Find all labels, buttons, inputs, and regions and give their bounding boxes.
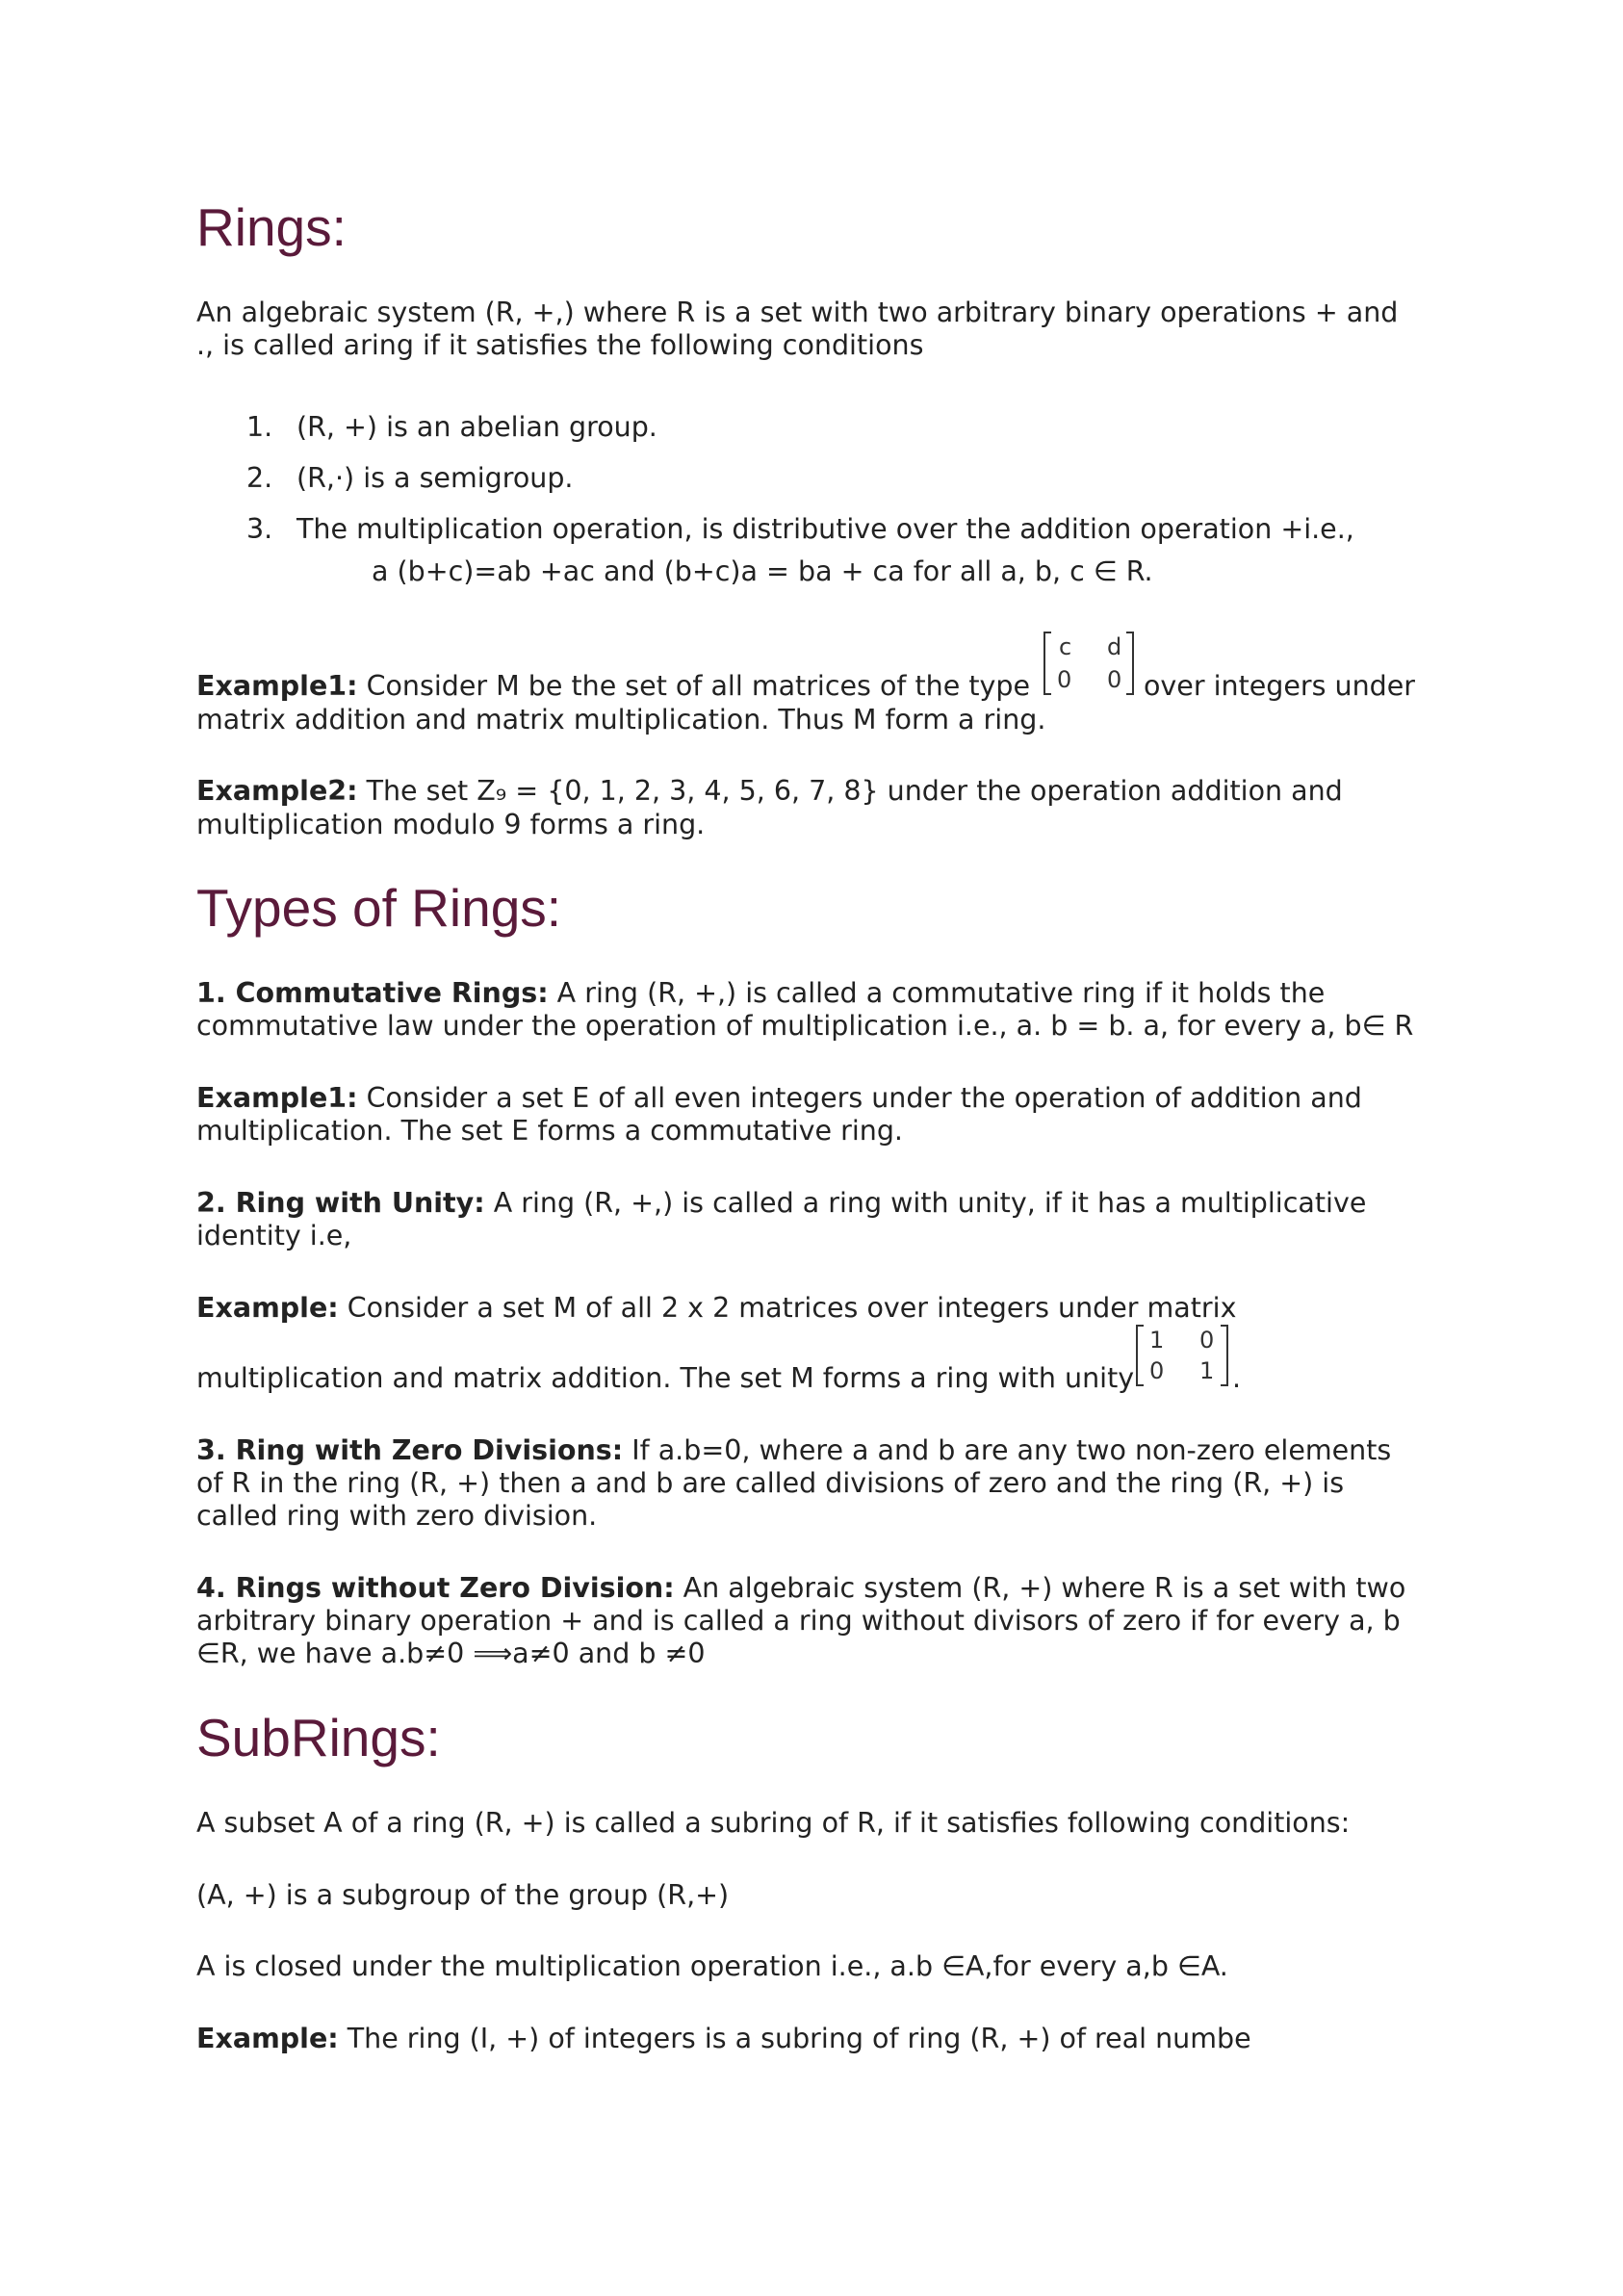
zero-div-line3: called ring with zero division. [196, 1500, 598, 1532]
example-text: Consider a set M of all 2 x 2 matrices over integers under matrix [338, 1292, 1237, 1324]
commutative-line1 [196, 977, 1325, 1010]
distributive-formula: a (b+c)=ab +ac and (b+c)a = ba + ca for all a, b, c ∈ R. [372, 555, 1153, 587]
example-label: Example1: [196, 1082, 358, 1114]
term-text: An algebraic system (R, +) where R is a set with two [674, 1572, 1406, 1604]
no-zero-div-line1 [196, 1572, 1405, 1605]
list-text: (R,·) is a semigroup. [296, 462, 574, 494]
list-text: (R, +) is an abelian group. [296, 411, 657, 443]
matrix-cell: 1 [1149, 1327, 1165, 1354]
matrix-cell: c [1059, 633, 1072, 660]
no-zero-div-line2: arbitrary binary operation + and is called a ring without divisors of zero if for every a, b [196, 1605, 1401, 1637]
rings-example2-line1 [196, 775, 1343, 808]
types-example-line2: multiplication and matrix addition. The set M forms a ring with unity [196, 1362, 1135, 1394]
term-label: 1. Commutative Rings: [196, 977, 549, 1009]
list-text: The multiplication operation, is distributive over the addition operation +i.e., [296, 513, 1354, 545]
rings-example1-tail: over integers under [1144, 670, 1416, 702]
rings-intro-line1: An algebraic system (R, +,) where R is a set with two arbitrary binary operations + and [196, 297, 1399, 328]
term-label: 4. Rings without Zero Division: [196, 1572, 675, 1604]
term-label: 3. Ring with Zero Divisions: [196, 1434, 624, 1466]
heading-subrings: SubRings: [196, 1708, 441, 1767]
rings-example1-line1 [196, 670, 1030, 703]
matrix-cell: 0 [1199, 1327, 1215, 1354]
list-number: 1. [246, 411, 273, 443]
commutative-line2: commutative law under the operation of multiplication i.e., a. b = b. a, for every a, b∈ R [196, 1010, 1414, 1042]
example-label: Example1: [196, 670, 358, 702]
matrix-cell: 0 [1149, 1357, 1165, 1384]
matrix-cell: 0 [1057, 666, 1072, 693]
rings-intro-line2: ., is called aring if it satisfies the following conditions [196, 329, 924, 361]
types-example1-line2: multiplication. The set E forms a commutative ring. [196, 1115, 903, 1147]
example-label: Example: [196, 1292, 339, 1324]
subrings-line1: A subset A of a ring (R, +) is called a subring of R, if it satisfies following conditions: [196, 1807, 1351, 1839]
types-example-line2-tail: . [1232, 1362, 1242, 1394]
list-item [246, 462, 573, 495]
zero-div-line1 [196, 1434, 1391, 1467]
example-text: The ring (I, +) of integers is a subring of ring (R, +) of real numbe [338, 2023, 1251, 2054]
unity-line1 [196, 1187, 1366, 1220]
example-text: The set Z₉ = {0, 1, 2, 3, 4, 5, 6, 7, 8} under the operation addition and [357, 775, 1343, 807]
matrix-cell: d [1107, 633, 1122, 660]
example-text: Consider M be the set of all matrices of the type [357, 670, 1030, 702]
matrix-cd00 [1043, 632, 1134, 695]
example-label: Example: [196, 2023, 339, 2054]
no-zero-div-line3: ∈R, we have a.b≠0 ⟹a≠0 and b ≠0 [196, 1638, 706, 1669]
rings-example2-line2: multiplication modulo 9 forms a ring. [196, 809, 706, 840]
matrix-cell: 0 [1107, 666, 1122, 693]
term-label: 2. Ring with Unity: [196, 1187, 485, 1219]
types-example-line1 [196, 1292, 1236, 1325]
term-text: If a.b=0, where a and b are any two non-zero elements [623, 1434, 1392, 1466]
subrings-line2: (A, +) is a subgroup of the group (R,+) [196, 1879, 730, 1911]
types-example1-line1 [196, 1082, 1362, 1115]
matrix-cell: 1 [1199, 1357, 1215, 1384]
subrings-line3: A is closed under the multiplication operation i.e., a.b ∈A,for every a,b ∈A. [196, 1950, 1228, 1982]
term-text: A ring (R, +,) is called a ring with unity, if it has a multiplicative [484, 1187, 1367, 1219]
subrings-example [196, 2023, 1251, 2055]
heading-rings: Rings: [196, 197, 347, 257]
rings-example1-line2: matrix addition and matrix multiplication. Thus M form a ring. [196, 704, 1046, 735]
list-item [246, 513, 1354, 546]
list-item [246, 411, 657, 444]
matrix-identity [1136, 1325, 1228, 1386]
list-number: 3. [246, 513, 273, 545]
unity-line2: identity i.e, [196, 1220, 352, 1251]
list-number: 2. [246, 462, 273, 494]
example-label: Example2: [196, 775, 358, 807]
rings-intro [196, 297, 1534, 362]
heading-types-of-rings: Types of Rings: [196, 878, 562, 938]
term-text: A ring (R, +,) is called a commutative ring if it holds the [548, 977, 1326, 1009]
zero-div-line2: of R in the ring (R, +) then a and b are called divisions of zero and the ring (R, +) is [196, 1467, 1345, 1499]
example-text: Consider a set E of all even integers under the operation of addition and [357, 1082, 1362, 1114]
